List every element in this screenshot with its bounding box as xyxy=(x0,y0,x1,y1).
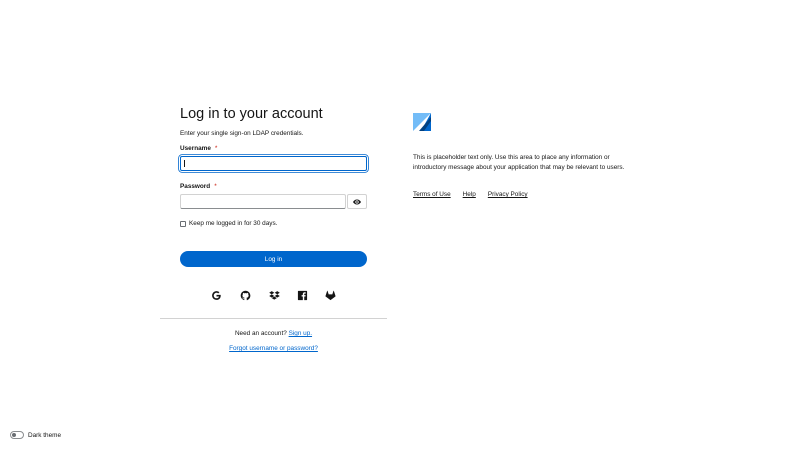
brand-logo xyxy=(413,113,431,131)
help-link[interactable]: Help xyxy=(462,191,476,198)
info-text: This is placeholder text only. Use this area to place any information or introductory message about your application that may be relevant to users. xyxy=(413,154,625,171)
login-button-label: Log in xyxy=(264,255,283,263)
facebook-icon xyxy=(297,290,308,301)
signup-prompt-text: Need an account? xyxy=(234,330,287,337)
page-title: Log in to your account xyxy=(180,106,323,122)
forgot-password-link[interactable]: Forgot username or password? xyxy=(229,345,318,352)
remember-me-checkbox[interactable] xyxy=(180,221,186,227)
google-icon xyxy=(211,290,222,301)
social-login-list xyxy=(210,289,340,301)
signup-link[interactable]: Sign up. xyxy=(288,330,313,337)
username-input[interactable] xyxy=(180,156,367,171)
text-caret xyxy=(184,160,185,167)
dark-theme-label: Dark theme xyxy=(28,431,62,439)
github-login-button[interactable] xyxy=(239,289,251,301)
login-button[interactable] xyxy=(180,251,367,267)
github-icon xyxy=(240,290,251,301)
gitlab-login-button[interactable] xyxy=(324,289,336,301)
logo-icon xyxy=(413,113,431,131)
switch-knob xyxy=(12,433,16,437)
password-label xyxy=(180,183,217,190)
username-label-text: Username xyxy=(180,145,211,152)
password-label-text: Password xyxy=(180,183,211,190)
dark-theme-switch[interactable] xyxy=(10,431,24,439)
required-mark: * xyxy=(214,183,217,190)
signup-prompt xyxy=(160,330,387,337)
eye-icon xyxy=(353,199,361,205)
dropbox-login-button[interactable] xyxy=(268,289,280,301)
username-label xyxy=(180,145,217,152)
remember-me[interactable] xyxy=(180,220,277,227)
footer-links xyxy=(413,191,528,198)
dropbox-icon xyxy=(269,290,280,301)
dark-theme-toggle[interactable] xyxy=(10,431,61,439)
terms-of-use-link[interactable]: Terms of Use xyxy=(413,191,451,198)
remember-me-label: Keep me logged in for 30 days. xyxy=(189,220,278,227)
facebook-login-button[interactable] xyxy=(296,289,308,301)
login-subtitle: Enter your single sign-on LDAP credentials. xyxy=(180,130,304,137)
privacy-policy-link[interactable]: Privacy Policy xyxy=(487,191,528,198)
required-mark: * xyxy=(214,145,218,152)
gitlab-icon xyxy=(325,290,336,301)
forgot-credentials xyxy=(160,345,387,352)
google-login-button[interactable] xyxy=(210,289,222,301)
password-input[interactable] xyxy=(180,194,346,209)
show-password-button[interactable] xyxy=(347,194,367,209)
